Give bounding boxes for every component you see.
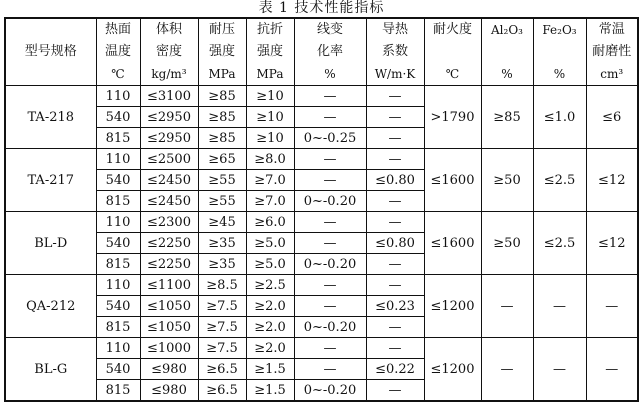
cell-temp: 540 [96, 107, 140, 128]
col-header-abrasion-resistance: 常温 耐磨性 cm³ [586, 18, 638, 86]
cell-abrasion: ≤12 [586, 212, 638, 275]
cell-thermal-conductivity: — [366, 107, 424, 128]
cell-compressive: ≥65 [198, 149, 246, 170]
cell-flexural: ≥10 [246, 86, 294, 107]
table-row [5, 275, 638, 296]
cell-linear-change: 0~-0.20 [294, 254, 366, 275]
cell-linear-change: 0~-0.20 [294, 317, 366, 338]
cell-temp: 540 [96, 233, 140, 254]
cell-linear-change: — [294, 233, 366, 254]
cell-compressive: ≥45 [198, 212, 246, 233]
cell-density: ≤2450 [140, 170, 198, 191]
col-header-al2o3: Al₂O₃ % [481, 18, 533, 86]
cell-thermal-conductivity: — [366, 275, 424, 296]
cell-temp: 540 [96, 170, 140, 191]
col-header-model-spec: 型号规格 [5, 18, 96, 86]
cell-flexural: ≥7.0 [246, 170, 294, 191]
cell-model: QA-212 [5, 275, 96, 338]
cell-temp: 815 [96, 191, 140, 212]
cell-flexural: ≥5.0 [246, 254, 294, 275]
cell-al2o3: ≥85 [481, 86, 533, 149]
cell-density: ≤2250 [140, 254, 198, 275]
col-header-bulk-density: 体积 密度 kg/m³ [140, 18, 198, 86]
table-row [5, 212, 638, 233]
cell-al2o3: ≥50 [481, 149, 533, 212]
cell-model: BL-D [5, 212, 96, 275]
cell-compressive: ≥7.5 [198, 296, 246, 317]
cell-density: ≤1100 [140, 275, 198, 296]
cell-flexural: ≥2.0 [246, 296, 294, 317]
cell-thermal-conductivity: — [366, 128, 424, 149]
cell-linear-change: 0~-0.20 [294, 380, 366, 402]
spec-table [4, 17, 639, 402]
cell-thermal-conductivity: — [366, 149, 424, 170]
cell-fe2o3: — [533, 275, 586, 338]
cell-compressive: ≥55 [198, 191, 246, 212]
cell-flexural: ≥1.5 [246, 380, 294, 402]
cell-flexural: ≥2.0 [246, 338, 294, 359]
cell-refractoriness: ≤1600 [424, 212, 481, 275]
cell-linear-change: — [294, 170, 366, 191]
col-header-hot-face-temperature: 热面 温度 ℃ [96, 18, 140, 86]
cell-linear-change: — [294, 275, 366, 296]
cell-thermal-conductivity: — [366, 191, 424, 212]
cell-compressive: ≥6.5 [198, 380, 246, 402]
cell-flexural: ≥7.0 [246, 191, 294, 212]
cell-fe2o3: ≤1.0 [533, 86, 586, 149]
cell-flexural: ≥5.0 [246, 233, 294, 254]
cell-model: TA-218 [5, 86, 96, 149]
cell-density: ≤2250 [140, 233, 198, 254]
cell-abrasion: — [586, 338, 638, 402]
cell-linear-change: — [294, 86, 366, 107]
table-row [5, 86, 638, 107]
cell-al2o3: — [481, 338, 533, 402]
table-row [5, 338, 638, 359]
cell-abrasion: ≤6 [586, 86, 638, 149]
cell-density: ≤2300 [140, 212, 198, 233]
cell-compressive: ≥7.5 [198, 338, 246, 359]
cell-density: ≤1050 [140, 296, 198, 317]
cell-temp: 540 [96, 296, 140, 317]
cell-density: ≤2450 [140, 191, 198, 212]
cell-flexural: ≥10 [246, 107, 294, 128]
col-header-thermal-conductivity: 导热 系数 W/m·K [366, 18, 424, 86]
cell-density: ≤980 [140, 380, 198, 402]
cell-fe2o3: — [533, 338, 586, 402]
cell-thermal-conductivity: — [366, 86, 424, 107]
cell-thermal-conductivity: — [366, 380, 424, 402]
cell-temp: 110 [96, 86, 140, 107]
cell-thermal-conductivity: — [366, 212, 424, 233]
table-title: 表 1 技术性能指标 [258, 0, 385, 16]
cell-model: TA-217 [5, 149, 96, 212]
cell-abrasion: — [586, 275, 638, 338]
header-row [5, 18, 638, 86]
cell-temp: 815 [96, 380, 140, 402]
table-row [5, 149, 638, 170]
cell-compressive: ≥8.5 [198, 275, 246, 296]
cell-temp: 110 [96, 275, 140, 296]
cell-linear-change: — [294, 149, 366, 170]
cell-fe2o3: ≤2.5 [533, 212, 586, 275]
cell-compressive: ≥55 [198, 170, 246, 191]
col-header-linear-change-rate: 线变 化率 % [294, 18, 366, 86]
cell-linear-change: 0~-0.20 [294, 191, 366, 212]
col-header-refractoriness: 耐火度 ℃ [424, 18, 481, 86]
cell-temp: 110 [96, 212, 140, 233]
cell-thermal-conductivity: — [366, 317, 424, 338]
col-header-fe2o3: Fe₂O₃ % [533, 18, 586, 86]
cell-density: ≤1000 [140, 338, 198, 359]
cell-density: ≤980 [140, 359, 198, 380]
cell-linear-change: 0~-0.25 [294, 128, 366, 149]
cell-temp: 110 [96, 149, 140, 170]
cell-thermal-conductivity: ≤0.80 [366, 233, 424, 254]
cell-compressive: ≥6.5 [198, 359, 246, 380]
cell-al2o3: ≥50 [481, 212, 533, 275]
cell-temp: 815 [96, 254, 140, 275]
cell-flexural: ≥10 [246, 128, 294, 149]
cell-flexural: ≥2.0 [246, 317, 294, 338]
cell-density: ≤1050 [140, 317, 198, 338]
cell-flexural: ≥1.5 [246, 359, 294, 380]
cell-linear-change: — [294, 107, 366, 128]
cell-refractoriness: ≤1600 [424, 149, 481, 212]
cell-density: ≤2500 [140, 149, 198, 170]
cell-thermal-conductivity: ≤0.23 [366, 296, 424, 317]
cell-compressive: ≥85 [198, 86, 246, 107]
cell-refractoriness: ≤1200 [424, 338, 481, 402]
cell-density: ≤2950 [140, 107, 198, 128]
cell-linear-change: — [294, 338, 366, 359]
cell-compressive: ≥35 [198, 233, 246, 254]
cell-linear-change: — [294, 359, 366, 380]
cell-flexural: ≥6.0 [246, 212, 294, 233]
cell-linear-change: — [294, 296, 366, 317]
cell-flexural: ≥8.0 [246, 149, 294, 170]
cell-thermal-conductivity: ≤0.22 [366, 359, 424, 380]
cell-thermal-conductivity: ≤0.80 [366, 170, 424, 191]
cell-refractoriness: ≤1200 [424, 275, 481, 338]
cell-temp: 815 [96, 128, 140, 149]
cell-refractoriness: >1790 [424, 86, 481, 149]
cell-compressive: ≥7.5 [198, 317, 246, 338]
cell-linear-change: — [294, 212, 366, 233]
cell-temp: 540 [96, 359, 140, 380]
cell-flexural: ≥2.5 [246, 275, 294, 296]
cell-density: ≤3100 [140, 86, 198, 107]
cell-temp: 110 [96, 338, 140, 359]
cell-model: BL-G [5, 338, 96, 402]
cell-density: ≤2950 [140, 128, 198, 149]
cell-abrasion: ≤12 [586, 149, 638, 212]
cell-al2o3: — [481, 275, 533, 338]
cell-compressive: ≥35 [198, 254, 246, 275]
cell-thermal-conductivity: — [366, 338, 424, 359]
cell-temp: 815 [96, 317, 140, 338]
cell-compressive: ≥85 [198, 128, 246, 149]
col-header-flexural-strength: 抗折 强度 MPa [246, 18, 294, 86]
cell-fe2o3: ≤2.5 [533, 149, 586, 212]
col-header-compressive-strength: 耐压 强度 MPa [198, 18, 246, 86]
cell-thermal-conductivity: — [366, 254, 424, 275]
cell-compressive: ≥85 [198, 107, 246, 128]
